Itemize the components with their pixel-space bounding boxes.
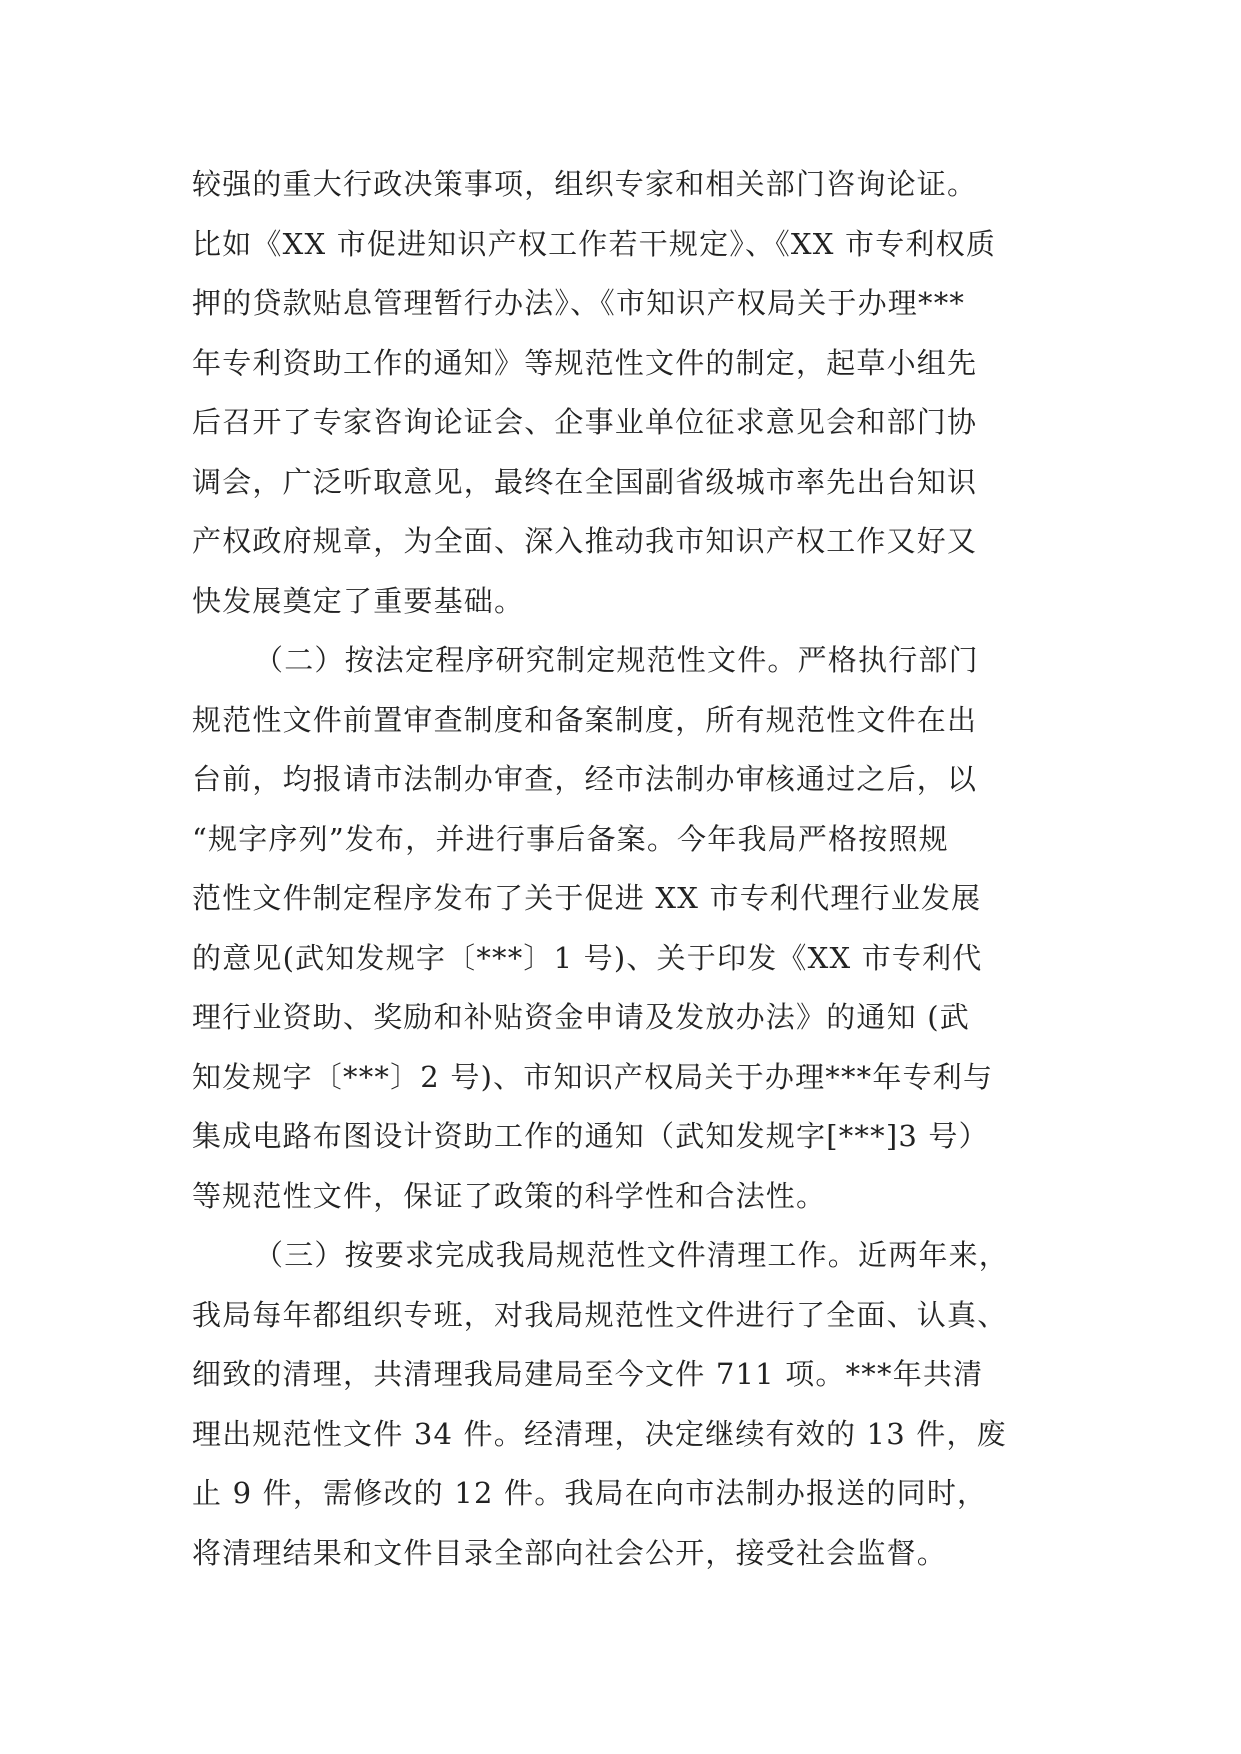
text-line: 范性文件制定程序发布了关于促进 XX 市专利代理行业发展 xyxy=(192,881,982,915)
text-line: 理行业资助、奖励和补贴资金申请及发放办法》的通知 (武 xyxy=(192,1000,970,1034)
text-line: 规范性文件前置审查制度和备案制度，所有规范性文件在出 xyxy=(192,702,978,737)
document-body xyxy=(192,155,1062,1583)
text-line: 较强的重大行政决策事项，组织专家和相关部门咨询论证。 xyxy=(192,167,978,201)
text-line: 调会，广泛听取意见，最终在全国副省级城市率先出台知识 xyxy=(192,464,978,499)
text-line: （二）按法定程序研究制定规范性文件。严格执行部门 xyxy=(254,643,979,677)
text-line: “规字序列”发布，并进行事后备案。今年我局严格按照规 xyxy=(192,821,949,856)
paragraph-2 xyxy=(192,631,1062,1226)
text-line: 快发展奠定了重要基础。 xyxy=(192,583,525,618)
text-line: 后召开了专家咨询论证会、企事业单位征求意见会和部门协 xyxy=(192,405,978,439)
text-line: 押的贷款贴息管理暂行办法》、《市知识产权局关于办理*** xyxy=(192,286,966,320)
text-line: 的意见(武知发规字〔***〕1 号)、关于印发《XX 市专利代 xyxy=(192,940,983,975)
text-line: 台前，均报请市法制办审查，经市法制办审核通过之后，以 xyxy=(192,762,978,796)
text-line: 年专利资助工作的通知》等规范性文件的制定，起草小组先 xyxy=(192,345,978,380)
text-line: 我局每年都组织专班，对我局规范性文件进行了全面、认真、 xyxy=(192,1297,1008,1332)
text-line: 比如《XX 市促进知识产权工作若干规定》、《XX 市专利权质 xyxy=(192,226,997,261)
text-line: 止 9 件，需修改的 12 件。我局在向市法制办报送的同时， xyxy=(192,1476,988,1510)
text-line: 等规范性文件，保证了政策的科学性和合法性。 xyxy=(192,1178,827,1213)
text-line: 集成电路布图设计资助工作的通知（武知发规字[***]3 号） xyxy=(192,1119,989,1153)
text-line: 细致的清理，共清理我局建局至今文件 711 项。***年共清 xyxy=(192,1357,984,1391)
text-line: 将清理结果和文件目录全部向社会公开，接受社会监督。 xyxy=(192,1535,948,1570)
text-line: 产权政府规章，为全面、深入推动我市知识产权工作又好又 xyxy=(192,524,978,558)
text-line: （三）按要求完成我局规范性文件清理工作。近两年来， xyxy=(254,1238,1010,1272)
text-line: 知发规字〔***〕2 号)、市知识产权局关于办理***年专利与 xyxy=(192,1059,994,1094)
paragraph-1 xyxy=(192,155,1062,631)
text-line: 理出规范性文件 34 件。经清理，决定继续有效的 13 件，废 xyxy=(192,1416,1007,1451)
paragraph-3 xyxy=(192,1226,1062,1583)
